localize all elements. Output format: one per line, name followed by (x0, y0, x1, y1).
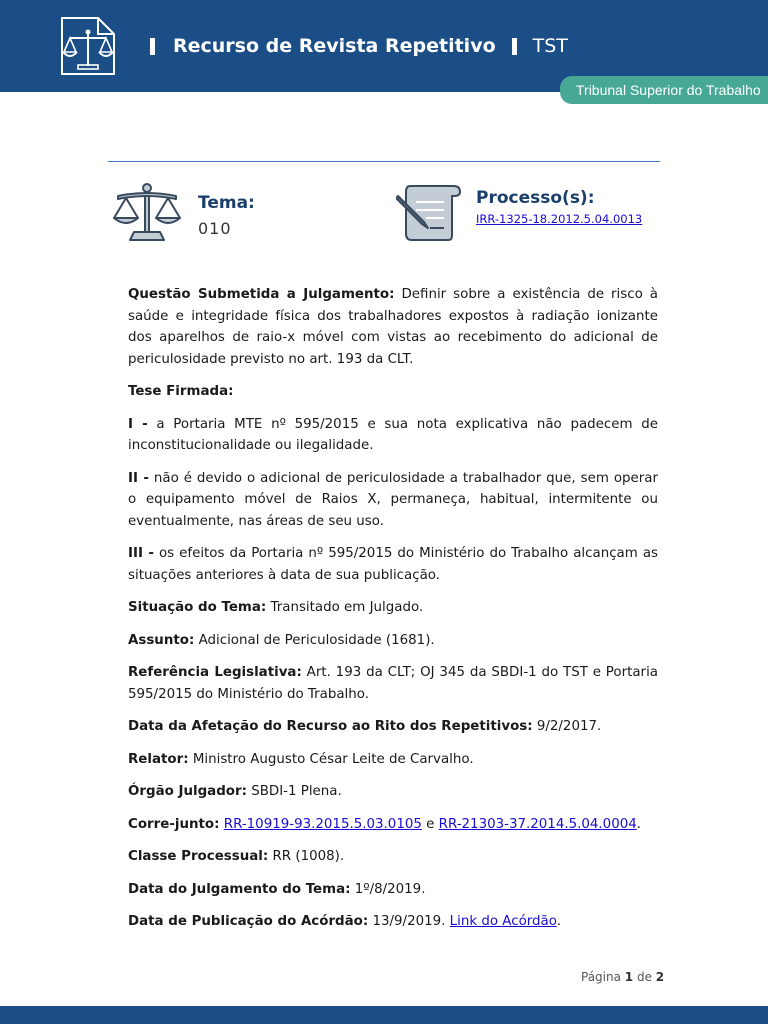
julgamento-label: Data do Julgamento do Tema: (128, 881, 351, 897)
situacao-value: Transitado em Julgado. (266, 600, 424, 615)
tese-item-number: III - (128, 546, 154, 561)
relator-value: Ministro Augusto César Leite de Carvalho. (188, 751, 474, 767)
document-body (128, 284, 658, 944)
tese-item-number: I - (128, 416, 148, 432)
publicacao-label: Data de Publicação do Acórdão: (128, 914, 369, 929)
questao-label: Questão Submetida a Julgamento: (128, 287, 395, 302)
tema-value: 010 (198, 219, 232, 238)
afetacao-label: Data da Afetação do Recurso ao Rito dos Repetitivos: (128, 719, 533, 734)
scales-document-logo-icon (56, 16, 120, 76)
tese-label: Tese Firmada: (128, 384, 234, 399)
referencia-value: Art. 193 da CLT; OJ 345 da SBDI-1 do TST e Portaria 595/2015 do Ministério do Trabalho. (128, 665, 658, 702)
page-of: de (633, 970, 656, 984)
assunto-label: Assunto: (128, 632, 195, 648)
acordao-link[interactable]: Link do Acórdão (449, 914, 557, 929)
header-title-bar (150, 32, 568, 60)
processo-label: Processo(s): (476, 188, 595, 208)
questao-text: Definir sobre a existência de risco à saúde e integridade física dos trabalhadores expostos à radiação ionizante dos aparelhos de raio-x móvel com vistas ao recebimento do adicional de periculosidade previsto no art. 193 da CLT. (128, 287, 658, 367)
tema-label: Tema: (198, 193, 255, 213)
classe-label: Classe Processual: (128, 849, 269, 864)
tese-item-text: não é devido o adicional de periculosidade a trabalhador que, sem operar o equipamento móvel de Raios X, permaneça, habitual, intermitente ou eventualmente, nas áreas de seu uso. (128, 470, 659, 529)
tribunal-name-badge: Tribunal Superior do Trabalho (560, 76, 768, 104)
page-total: 2 (655, 970, 665, 984)
correjunto-label: Corre-junto: (128, 816, 220, 832)
tese-item-text: os efeitos da Portaria nº 595/2015 do Ministério do Trabalho alcançam as situações anteriores à data de sua publicação. (128, 546, 658, 583)
orgao-paragraph (128, 781, 658, 803)
footer-bar (0, 1006, 768, 1024)
processo-link[interactable]: IRR-1325-18.2012.5.04.0013 (476, 212, 643, 226)
situacao-label: Situação do Tema: (128, 600, 267, 615)
org-acronym: TST (532, 35, 568, 57)
afetacao-value: 9/2/2017. (532, 719, 602, 734)
tese-heading-paragraph (128, 381, 658, 403)
orgao-value: SBDI-1 Plena. (246, 784, 342, 799)
document-pen-icon (396, 182, 464, 242)
publicacao-end: . (556, 914, 561, 929)
publicacao-paragraph (128, 911, 658, 933)
orgao-label: Órgão Julgador: (128, 784, 247, 799)
tese-item-number: II - (128, 470, 149, 486)
title-separator-bar (512, 38, 517, 55)
scales-of-justice-icon (112, 180, 182, 244)
page-prefix: Página (581, 970, 625, 984)
page-number (581, 970, 664, 984)
assunto-value: Adicional de Periculosidade (1681). (194, 632, 435, 648)
julgamento-paragraph (128, 879, 658, 901)
tese-item (128, 543, 658, 586)
publicacao-value: 13/9/2019. (368, 914, 450, 929)
julgamento-value: 1º/8/2019. (350, 881, 426, 897)
assunto-paragraph (128, 630, 658, 652)
classe-paragraph (128, 846, 658, 868)
relator-label: Relator: (128, 751, 189, 767)
tese-item (128, 414, 658, 457)
correjunto-link-2[interactable]: RR-21303-37.2014.5.04.0004 (438, 816, 637, 832)
afetacao-paragraph (128, 716, 658, 738)
questao-paragraph (128, 284, 658, 370)
situacao-paragraph (128, 597, 658, 619)
title-separator-bar (150, 38, 155, 55)
correjunto-separator: e (421, 816, 439, 832)
section-divider (108, 161, 660, 162)
tese-item (128, 468, 658, 533)
referencia-label: Referência Legislativa: (128, 665, 302, 680)
tese-item-text: a Portaria MTE nº 595/2015 e sua nota explicativa não padecem de inconstitucionalidade ou ilegalidade. (128, 416, 658, 453)
classe-value: RR (1008). (268, 849, 345, 864)
document-title: Recurso de Revista Repetitivo (173, 35, 496, 57)
correjunto-end: . (636, 816, 642, 832)
correjunto-link-1[interactable]: RR-10919-93.2015.5.03.0105 (223, 816, 422, 832)
referencia-paragraph (128, 662, 658, 705)
correjunto-paragraph (128, 814, 658, 836)
page-current: 1 (624, 970, 634, 984)
relator-paragraph (128, 749, 658, 771)
